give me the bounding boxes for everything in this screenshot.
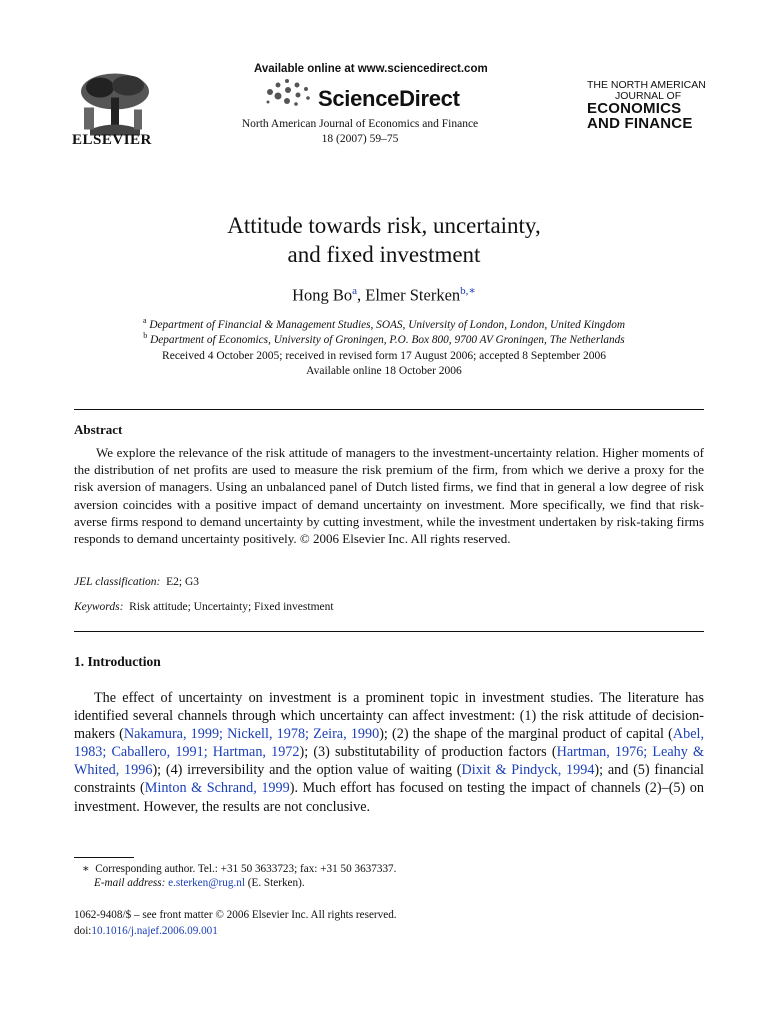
email-link[interactable]: e.sterken@rug.nl <box>168 877 245 889</box>
divider <box>74 631 704 632</box>
title-line: Attitude towards risk, uncertainty, <box>227 213 541 238</box>
citation-link[interactable]: Minton & Schrand, 1999 <box>144 780 290 797</box>
journal-logo-line: AND FINANCE <box>587 115 693 132</box>
footnote-mark: ∗ <box>82 863 90 875</box>
journal-name: North American Journal of Economics and Finance <box>241 118 479 130</box>
divider <box>74 409 704 410</box>
affiliation-text: Department of Financial & Management Studies, SOAS, University of London, London, United Kingdom <box>149 318 626 331</box>
author-name: Hong Bo <box>292 285 353 305</box>
author-separator: , <box>357 285 366 305</box>
journal-logo <box>587 80 706 131</box>
email-label: E-mail address: <box>94 877 166 889</box>
received-dates: Received 4 October 2005; received in revised form 17 August 2006; accepted 8 September 2006 <box>162 350 606 362</box>
title-line: and fixed investment <box>287 242 481 267</box>
journal-logo-line: THE NORTH AMERICAN <box>587 79 706 91</box>
paragraph-text: ); (2) the shape of the marginal product of capital ( <box>379 726 673 743</box>
author-affiliation-link[interactable]: a <box>352 285 358 297</box>
paragraph-text: ); (4) irreversibility and the option value of waiting ( <box>152 762 462 779</box>
author-affiliation-link[interactable]: b,∗ <box>460 285 476 297</box>
abstract-heading: Abstract <box>74 422 123 437</box>
doi-line <box>74 925 218 937</box>
journal-logo-line: JOURNAL OF <box>615 89 682 102</box>
citation-link[interactable]: Hartman, 1976; Leahy & Whited, 1996 <box>74 744 705 779</box>
author-list <box>80 284 688 306</box>
online-date: Available online 18 October 2006 <box>306 365 462 377</box>
available-online-link[interactable]: Available online at www.sciencedirect.com <box>254 63 488 75</box>
paragraph-text: ). Much effort has focused on testing the impact of channels (2)–(5) on investment. However, the results are not conclusive. <box>74 780 704 815</box>
paragraph-text: ); and (5) financial constraints ( <box>74 762 704 797</box>
doi-label: doi: <box>74 925 92 937</box>
footnote-text: Corresponding author. Tel.: +31 50 3633723; fax: +31 50 3637337. <box>95 863 397 875</box>
journal-logo-line: ECONOMICS <box>587 100 682 117</box>
intro-paragraph <box>74 689 704 816</box>
keywords <box>74 601 334 613</box>
affiliation <box>80 331 688 346</box>
copyright-line: 1062-9408/$ – see front matter © 2006 Elsevier Inc. All rights reserved. <box>74 909 397 921</box>
jel-label: JEL classification: <box>74 576 161 588</box>
jel-classification <box>74 576 199 588</box>
paragraph-text: ); (3) substitutability of production factors ( <box>299 744 557 761</box>
paragraph-text: The effect of uncertainty on investment is a prominent topic in investment studies. The literature has identified several channels through which uncertainty can affect investment: (1) the risk attitude of decision-makers ( <box>74 690 704 743</box>
email-note <box>94 877 305 889</box>
doi-link[interactable]: 10.1016/j.najef.2006.09.001 <box>91 925 218 937</box>
keywords-value: Risk attitude; Uncertainty; Fixed investment <box>129 601 334 613</box>
corresponding-author-note <box>82 862 396 875</box>
affiliation <box>80 316 688 331</box>
citation-link[interactable]: Nakamura, 1999; Nickell, 1978; Zeira, 1990 <box>123 726 380 743</box>
affiliation-mark: b <box>143 331 148 340</box>
abstract-text: We explore the relevance of the risk attitude of managers to the investment-uncertainty relation. Higher moments of the distribution of net profits are used to measure the risk premium of the firm, from which we derive a proxy for the risk aversion of managers. Using an unbalanced panel of Dutch listed firms, we find that in general a low degree of risk aversion coincides with a positive impact of demand uncertainty on investment. More specifically, we find that risk-averse firms respond to demand uncertainty by cutting investment, while the investment undertaken by risk-taking firms responds to demand uncertainty positively. © 2006 Elsevier Inc. All rights reserved. <box>74 445 704 547</box>
publisher-name: ELSEVIER <box>72 132 152 148</box>
citation-link[interactable]: Dixit & Pindyck, 1994 <box>461 762 595 779</box>
email-suffix: (E. Sterken). <box>244 877 305 889</box>
author-name: Elmer Sterken <box>365 285 461 305</box>
sciencedirect-wordmark: ScienceDirect <box>318 86 460 111</box>
affiliation-text: Department of Economics, University of Groningen, P.O. Box 800, 9700 AV Groningen, The Netherlands <box>150 333 625 346</box>
journal-volume: 18 (2007) 59–75 <box>321 133 399 145</box>
sciencedirect-dots-icon <box>262 76 316 108</box>
footnote-divider <box>74 857 134 858</box>
article-title <box>80 211 688 269</box>
keywords-label: Keywords: <box>74 601 124 613</box>
section-heading: 1. Introduction <box>74 654 161 669</box>
citation-link[interactable]: Abel, 1983; Caballero, 1991; Hartman, 1972 <box>74 726 704 761</box>
affiliation-mark: a <box>142 316 147 325</box>
jel-value: E2; G3 <box>166 576 200 588</box>
